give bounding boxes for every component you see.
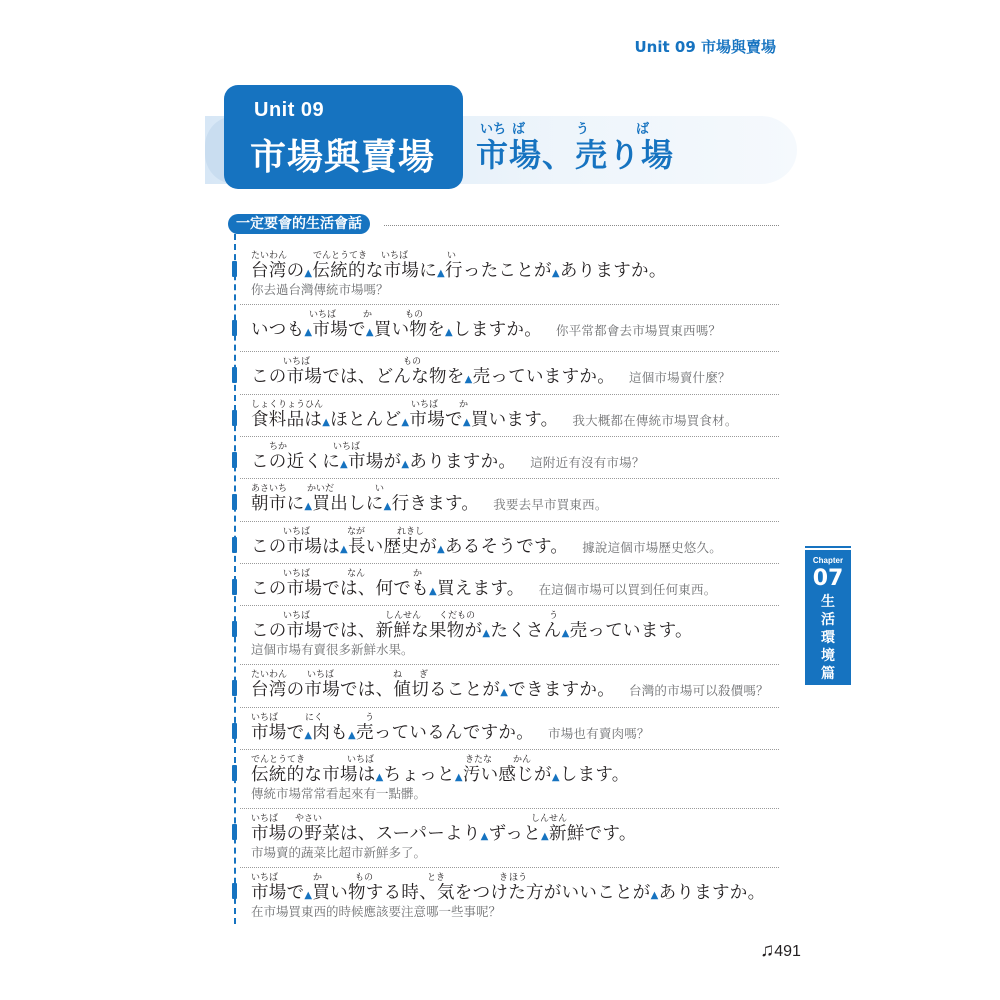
chapter-label: Chapter [812,556,844,565]
furigana: いちば [309,310,337,320]
japanese-sentence [251,575,716,600]
furigana: か [313,873,323,883]
furigana: にく [305,713,324,723]
japanese-segment: ちょっと [383,765,455,785]
japanese-segment: ありますか。 [559,261,667,281]
sentence-marker [232,452,237,468]
japanese-segment: 新鮮です。 [549,824,637,844]
divider [240,563,779,564]
japanese-segment: 買出しに [312,494,384,514]
accent-triangle-icon: ▲ [551,772,560,783]
accent-triangle-icon: ▲ [304,327,313,338]
accent-triangle-icon: ▲ [454,772,463,783]
furigana: もの [355,873,374,883]
furigana: いちば [251,713,279,723]
japanese-sentence [251,533,722,558]
accent-triangle-icon: ▲ [480,831,489,842]
furigana: たいわん [251,670,288,680]
furigana: やさい [295,814,323,824]
accent-triangle-icon: ▲ [340,459,348,470]
furigana: なん [347,569,366,579]
japanese-segment: この市場では、どんな物を [251,367,465,387]
furigana: なが [347,527,366,537]
chinese-translation: 傳統市場常常看起來有一點髒。 [251,786,427,801]
furigana: いちば [381,251,409,261]
japanese-segment: ありますか。 [658,883,766,903]
accent-triangle-icon: ▲ [429,586,437,597]
sentence-marker [232,494,237,510]
furigana: あさいち [251,484,288,494]
japanese-segment: 市場で [409,410,463,430]
japanese-sentence [251,719,650,744]
furigana: いちば [333,442,361,452]
japanese-segment: あるそうです。 [445,537,569,557]
japanese-sentence [251,406,738,431]
furigana: でんとうてき [251,755,306,765]
furigana: もの [405,310,424,320]
accent-triangle-icon: ▲ [482,628,491,639]
accent-triangle-icon: ▲ [383,501,392,512]
furigana: ちか [269,442,288,452]
accent-triangle-icon: ▲ [375,772,384,783]
chinese-translation: 台灣的市場可以殺價嗎？ [629,683,769,698]
accent-triangle-icon: ▲ [365,327,374,338]
accent-triangle-icon: ▲ [541,831,550,842]
chinese-translation: 這個市場有賣很多新鮮水果。 [251,642,414,657]
jp-title-block [476,118,676,174]
accent-triangle-icon: ▲ [462,417,471,428]
furigana: い [447,251,457,261]
japanese-segment: 売っているんですか。 [356,723,535,743]
page-number-block [760,940,801,962]
sentence-marker [232,883,237,899]
furigana: たいわん [251,251,288,261]
japanese-segment: 伝統的な市場は [251,765,376,785]
japanese-segment: いつも [251,320,305,340]
furigana: きたな [465,755,493,765]
japanese-segment: 買います。 [470,410,559,430]
japanese-segment: 行ったことが [445,261,552,281]
sentence-marker [232,367,237,383]
sentence-marker [232,579,237,595]
chinese-translation: 在這個市場可以買到任何東西。 [538,582,717,597]
sentence-marker [232,621,237,637]
furigana: いちば [283,611,311,621]
accent-triangle-icon: ▲ [445,327,454,338]
furigana: いちば [347,755,375,765]
sentence-marker [232,261,237,277]
ruby: ば [512,122,526,137]
divider [240,707,779,708]
chinese-translation: 你去過台灣傳統市場嗎？ [251,282,389,297]
japanese-segment: しますか。 [453,320,543,340]
japanese-segment: 行きます。 [391,494,480,514]
furigana: い [375,484,385,494]
divider [240,605,779,606]
furigana: か [363,310,373,320]
conversation-section [224,214,779,919]
japanese-segment: 買えます。 [437,579,525,599]
accent-triangle-icon: ▲ [304,501,313,512]
chapter-number: 07 [812,566,844,591]
accent-triangle-icon: ▲ [561,628,570,639]
furigana: う [549,611,559,621]
chinese-translation: 我大概都在傳統市場買食材。 [572,413,738,428]
japanese-segment: 朝市に [251,494,305,514]
chinese-translation: 這附近有沒有市場？ [530,455,645,470]
japanese-segment: この市場では、何でも [251,579,429,599]
accent-triangle-icon: ▲ [437,544,445,555]
japanese-segment: 市場が [348,452,402,472]
divider [240,749,779,750]
japanese-segment: できますか。 [508,680,616,700]
japanese-segment: 市場で [251,883,305,903]
sentence-marker [232,723,237,739]
divider [240,351,779,352]
accent-triangle-icon: ▲ [340,544,348,555]
chapter-tab-strip [805,546,851,548]
furigana: ほう [509,873,528,883]
japanese-segment: 長い歴史が [348,537,437,557]
japanese-segment: 売っています。 [569,621,693,641]
furigana: かいだ [307,484,335,494]
accent-triangle-icon: ▲ [500,687,509,698]
jp-title: 市場、売り場 [476,136,675,174]
sentence-marker [232,680,237,696]
furigana: う [365,713,375,723]
chinese-translation: 這個市場賣什麼？ [629,370,731,385]
sentence-marker [232,537,237,553]
running-head: Unit 09 市場與賣場 [634,38,776,56]
divider [240,304,779,305]
accent-triangle-icon: ▲ [304,268,313,279]
chinese-translation: 市場也有賣肉嗎？ [548,726,650,741]
unit-box [224,85,463,189]
japanese-segment: この市場は [251,537,340,557]
japanese-segment: 売っていますか。 [472,367,616,387]
japanese-segment: この市場では、新鮮な果物が [251,621,483,641]
japanese-sentence [251,761,630,786]
furigana: いちば [251,873,279,883]
chinese-translation: 據說這個市場歷史悠久。 [582,540,722,555]
furigana: とき [427,873,446,883]
furigana: いちば [307,670,335,680]
divider [240,521,779,522]
furigana: いちば [283,527,311,537]
japanese-segment: 買い物する時、気をつけた方がいいことが [312,883,651,903]
japanese-segment: ほとんど [330,410,402,430]
japanese-sentence [251,363,731,388]
jp-title-ruby [476,118,676,136]
divider [240,394,779,395]
furigana: しょくりょうひん [251,400,324,410]
japanese-sentence [251,617,693,642]
japanese-sentence [251,676,769,701]
japanese-sentence [251,490,608,515]
accent-triangle-icon: ▲ [551,268,560,279]
japanese-segment: 台湾の [251,261,305,281]
furigana: いちば [283,357,311,367]
japanese-segment: 買い物を [373,320,446,340]
japanese-sentence [251,879,765,904]
sentence-marker [232,824,237,840]
japanese-segment: 市場の野菜は、スーパーより [251,824,481,844]
accent-triangle-icon: ▲ [437,268,446,279]
japanese-segment: 汚い感じが [462,765,552,785]
accent-triangle-icon: ▲ [650,890,659,901]
japanese-segment: 伝統的な市場に [312,261,438,281]
page-number: 491 [774,943,801,960]
chapter-tab[interactable] [805,550,851,685]
furigana: か [459,400,469,410]
chapter-name: 生活環境篇 [821,594,835,682]
furigana: くだもの [439,611,476,621]
music-note-icon: ♫ [760,940,775,961]
japanese-sentence [251,448,645,473]
sentence-marker [232,410,237,426]
japanese-segment: 市場で [251,723,305,743]
furigana: いちば [411,400,439,410]
divider [240,436,779,437]
furigana: しんせん [531,814,568,824]
furigana: ね [393,670,403,680]
sentence-marker [232,765,237,781]
accent-triangle-icon: ▲ [322,417,331,428]
accent-triangle-icon: ▲ [304,730,313,741]
chinese-translation: 我要去早市買東西。 [493,497,608,512]
sentence-marker [232,320,237,336]
furigana: もの [403,357,422,367]
chinese-translation: 在市場買東西的時候應該要注意哪一些事呢？ [251,904,502,919]
japanese-segment: ずっと [488,824,542,844]
japanese-sentence [251,820,637,845]
chinese-translation: 市場賣的蔬菜比超市新鮮多了。 [251,845,427,860]
furigana: き [499,873,509,883]
japanese-segment: この近くに [251,452,340,472]
section-label: 一定要會的生活會話 [228,214,370,234]
accent-triangle-icon: ▲ [464,374,473,385]
japanese-segment: します。 [559,765,630,785]
furigana: か [413,569,423,579]
divider [240,664,779,665]
japanese-segment: たくさん [490,621,562,641]
japanese-segment: 食料品は [251,410,323,430]
divider [240,808,779,809]
ruby: いち [480,122,507,137]
japanese-sentence [251,316,721,341]
furigana: かん [513,755,532,765]
furigana: いちば [283,569,311,579]
furigana: ぎ [419,670,429,680]
japanese-sentence [251,257,667,282]
furigana: れきし [397,527,425,537]
furigana: しんせん [385,611,422,621]
divider [384,225,779,226]
furigana: いちば [251,814,279,824]
accent-triangle-icon: ▲ [348,730,357,741]
accent-triangle-icon: ▲ [304,890,313,901]
japanese-segment: ありますか。 [409,452,517,472]
japanese-segment: 肉も [312,723,349,743]
ruby: う [576,122,590,137]
japanese-segment: 台湾の市場では、値切ることが [251,680,501,700]
divider [240,867,779,868]
ruby: ば [636,122,650,137]
unit-label: Unit 09 [254,99,325,121]
furigana: でんとうてき [313,251,368,261]
accent-triangle-icon: ▲ [401,459,410,470]
divider [240,478,779,479]
japanese-segment: 市場で [312,320,366,340]
accent-triangle-icon: ▲ [401,417,410,428]
chinese-translation: 你平常都會去市場買東西嗎？ [556,323,722,338]
unit-title: 市場與賣場 [250,137,436,178]
